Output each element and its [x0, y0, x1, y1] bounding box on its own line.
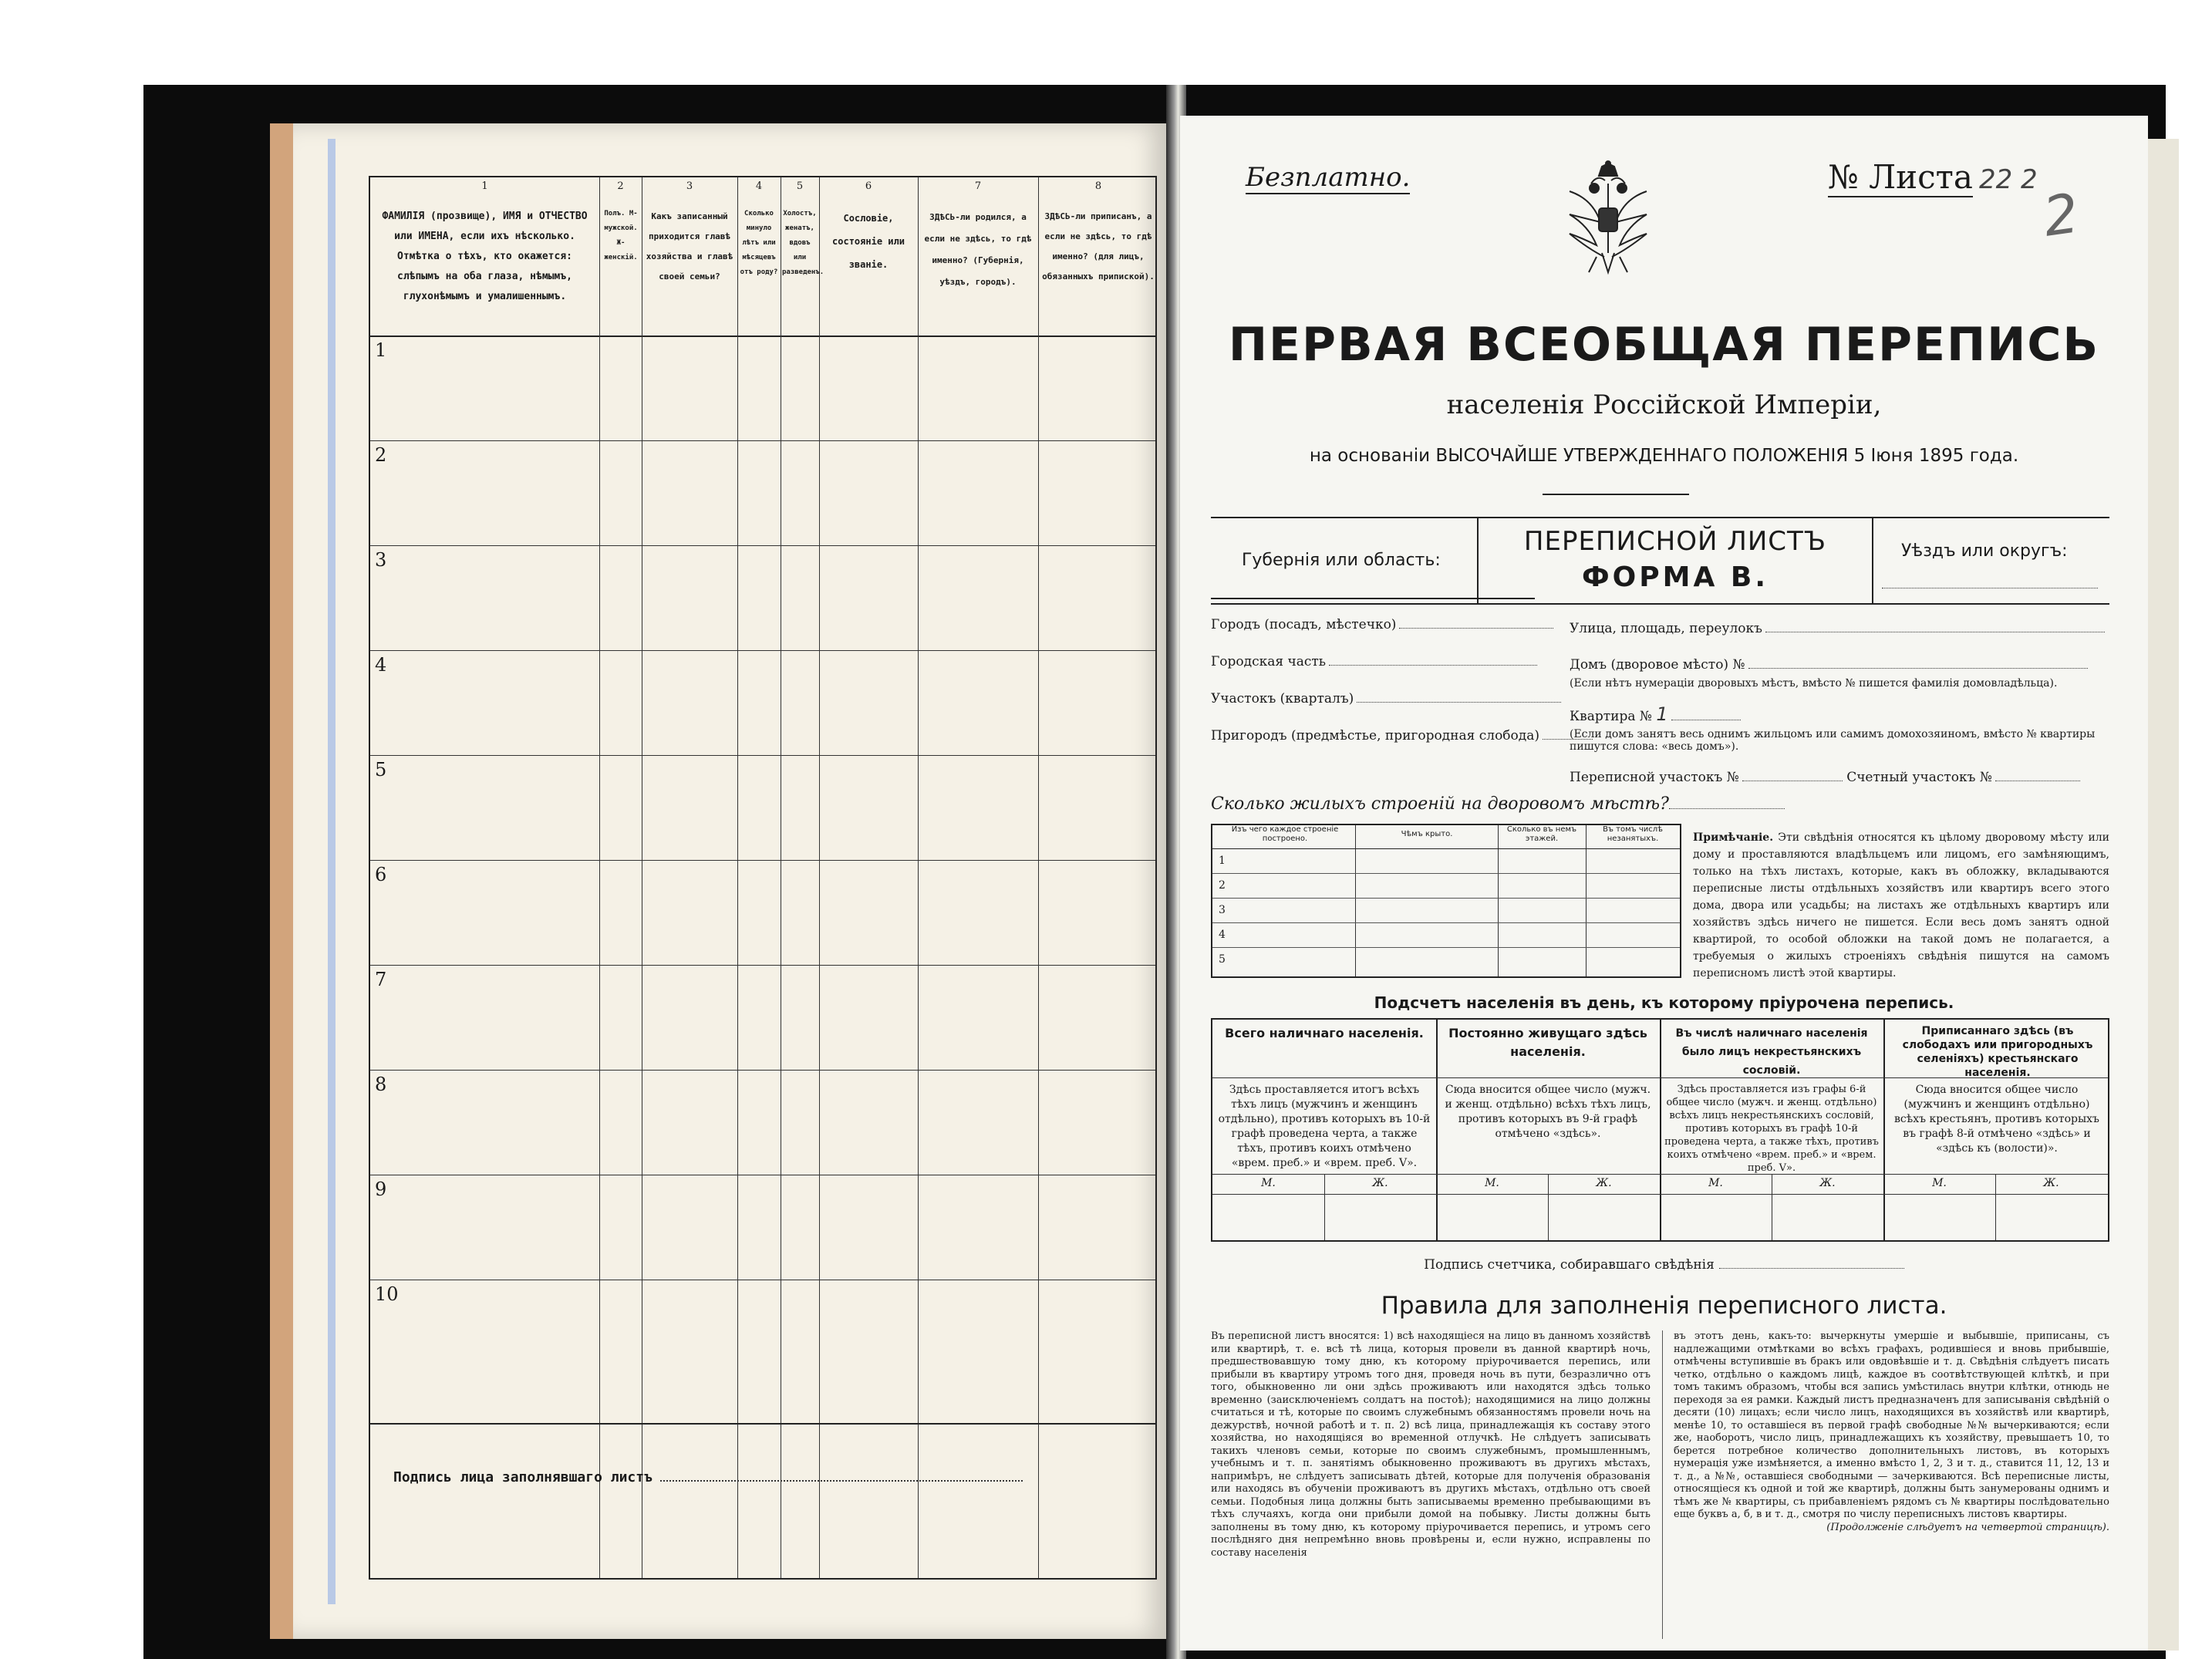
buildings-head-floors: Сколько въ немъ этажей. — [1506, 825, 1577, 843]
col-divider — [599, 177, 600, 1578]
fill-line — [1719, 1268, 1904, 1269]
address-house-label: Домъ (дворовое мѣсто) № — [1570, 657, 1745, 673]
page-stack-edge — [2148, 139, 2179, 1651]
address-city-part — [1211, 654, 1537, 669]
buildings-row-number: 5 — [1219, 953, 1226, 966]
fill-line — [1357, 691, 1561, 703]
row-number: 6 — [375, 864, 387, 885]
address-city — [1211, 617, 1553, 632]
row-line — [370, 545, 1155, 546]
fill-line — [1669, 808, 1785, 809]
rules-right — [1674, 1330, 2109, 1639]
address-census-precinct — [1570, 770, 2080, 785]
buildings-question-text: Сколько жилыхъ строеній на дворовомъ мѣстѣ? — [1211, 794, 1669, 814]
address-precinct — [1211, 691, 1561, 706]
count-head-non-peasant: Въ числѣ наличнаго населенія было лицъ некрестьянскихъ сословій. — [1675, 1027, 1868, 1077]
sheet-title: ПЕРЕПИСНОЙ ЛИСТЪ — [1523, 526, 1827, 557]
row-line — [370, 860, 1155, 861]
pencil-mark: 2 — [2039, 181, 2083, 249]
buildings-note-text: Эти свѣдѣнія относятся къ цѣлому дворовому мѣсту или дому и проставляются владѣльцемъ или лицомъ, его замѣняющимъ, только на тѣхъ листахъ, которые, какъ въ обложку, вкладываются переписные листы отдѣльныхъ хозяйствъ или квартиръ всего этого дома, двора или усадьбы; на листахъ же отдѣльныхъ квартиръ или хозяйствъ здѣсь ничего не пишется. Если весь домъ занятъ одной квартирой, то особой обложки на такой домъ не полагается, а требуемыя о жилыхъ строеніяхъ свѣдѣнія пишутся на самомъ переписномъ листѣ этой квартиры. — [1693, 831, 2109, 980]
right-page — [1180, 116, 2148, 1651]
col-num-5: 5 — [796, 180, 804, 192]
col-divider — [1038, 177, 1039, 1578]
province-label: Губернія или область: — [1242, 551, 1441, 570]
col-divider — [819, 177, 820, 1578]
col-num-3: 3 — [686, 180, 693, 192]
col-head-4: Сколько минуло лѣтъ или мѣсяцевъ отъ роду? — [740, 210, 778, 276]
row-line — [370, 440, 1155, 441]
count-male-label: М. — [1485, 1177, 1499, 1189]
census-precinct-label: Переписной участокъ № — [1570, 770, 1739, 785]
col-head-1: ФАМИЛІЯ (прозвище), ИМЯ и ОТЧЕСТВО или ИМЕНА, если ихъ нѣсколько. Отмѣтка о тѣхъ, кто окажется: слѣпымъ на оба глаза, нѣмымъ, глухонѣмымъ и умалишеннымъ. — [382, 211, 588, 302]
count-female-label: Ж. — [1596, 1177, 1612, 1189]
count-female-label: Ж. — [1819, 1177, 1836, 1189]
fill-line — [1742, 770, 1843, 781]
row-line — [1212, 1174, 2108, 1175]
free-label: Безплатно. — [1246, 162, 1411, 193]
form-letter: ФОРМА В. — [1581, 561, 1769, 593]
col-head-7: ЗДѢСЬ-ли родился, а если не здѣсь, то гдѣ именно? (Губернія, уѣздъ, городъ). — [924, 212, 1032, 287]
address-house — [1570, 657, 2088, 673]
col-num-7: 7 — [974, 180, 982, 192]
row-line — [1212, 947, 1680, 948]
buildings-note — [1693, 829, 2109, 982]
buildings-head-vacant: Въ томъ числѣ незанятыхъ. — [1603, 825, 1663, 843]
count-head-permanent: Постоянно живущаго здѣсь населенія. — [1448, 1026, 1647, 1059]
address-precinct-label: Участокъ (кварталъ) — [1211, 691, 1354, 706]
buildings-head-material: Изъ чего каждое строеніе построено. — [1231, 825, 1339, 843]
row-line — [370, 1070, 1155, 1071]
left-page — [293, 123, 1168, 1639]
address-street — [1570, 621, 2105, 636]
count-body-non-peasant: Здѣсь проставляется изъ графы 6-й общее число (мужч. и женщ. отдѣльно) всѣхъ лицъ некрестьянскихъ сословій, противъ которыхъ въ графѣ 10-й проведена черта, а также тѣхъ, противъ коихъ отмѣчено «врем. преб.» и «врем. преб. V». — [1664, 1084, 1879, 1174]
fill-line — [1765, 621, 2105, 632]
col-num-6: 6 — [865, 180, 872, 192]
buildings-head-roof: Чѣмъ крыто. — [1401, 830, 1453, 838]
signer-label: Подпись лица заполнявшаго листъ — [393, 1469, 652, 1485]
row-line — [370, 965, 1155, 966]
col-num-2: 2 — [617, 180, 624, 192]
row-number: 2 — [375, 444, 387, 466]
address-apartment — [1570, 703, 1741, 725]
signer-fill — [660, 1480, 1023, 1482]
count-body-total: Здѣсь проставляется итогъ всѣхъ тѣхъ лицъ (мужчинъ и женщинъ отдѣльно), противъ которыхъ въ 10-й графѣ проведена черта, а также тѣхъ, противъ коихъ отмѣчено «врем. преб.» и «врем. преб. V». — [1218, 1084, 1431, 1169]
col-num-4: 4 — [755, 180, 763, 192]
row-number: 4 — [375, 654, 387, 676]
form-header-box — [1211, 517, 2109, 605]
rules-title: Правила для заполненія переписного листа. — [1381, 1292, 1947, 1320]
row-line — [370, 650, 1155, 651]
count-male-label: М. — [1708, 1177, 1723, 1189]
col-num-1: 1 — [481, 180, 488, 192]
left-page-blue-edge — [328, 139, 336, 1604]
address-city-label: Городъ (посадъ, мѣстечко) — [1211, 617, 1397, 632]
col-head-2: Полъ. М-мужской. Ж-женскій. — [604, 210, 638, 261]
population-count-title: Подсчетъ населенія въ день, къ которому пріурочена перепись. — [1374, 993, 1954, 1012]
rules-text-left: Въ переписной листъ вносятся: 1) всѣ находящіеся на лицо въ данномъ хозяйствѣ или квартирѣ, т. е. всѣ тѣ лица, которыя провели въ данной квартирѣ ночь, предшествовавшую тому дню, къ которому пріурочивается перепись, или прибыли въ квартиру утромъ того дня, проведя ночь въ пути, безразлично отъ того, обыкновенно ли они здѣсь проживаютъ или находятся здѣсь только временно (заисключеніемъ солдатъ на постоѣ); находящимися на лицо должны считаться и тѣ, которые по своимъ служебнымъ обязанностямъ провели ночь на дежурствѣ, ночной работѣ и т. п. 2) всѣ лица, принадлежащія къ составу этого хозяйства, но находящіяся во временной отлучкѣ. Не слѣдуетъ записывать такихъ членовъ семьи, которые по своимъ служебнымъ, промышленнымъ, учебнымъ и т. п. занятіямъ обыкновенно проживаютъ въ другихъ мѣстахъ, напримѣръ, не слѣдуетъ записывать дѣтей, которые для полученія образованія или находясь въ обученіи проживаютъ въ другихъ мѣстахъ, отдѣльно отъ своей семьи. Подобныя лица должны быть записываемы временно пребывающими въ тѣхъ случаяхъ, когда они прибыли домой на побывку. Листы должны быть заполнены въ тому дню, къ которому пріурочивается перепись, и утромъ сего послѣдняго дня непремѣнно вновь провѣрены и, если нужно, исправлены по составу населенія — [1211, 1330, 1651, 1559]
buildings-row-number: 1 — [1219, 855, 1226, 867]
buildings-question — [1211, 794, 1785, 814]
rules-continued: (Продолженіе слѣдуетъ на четвертой страницѣ). — [1826, 1521, 2109, 1533]
rules-divider — [1662, 1330, 1663, 1639]
address-house-note: (Если нѣтъ нумераціи дворовыхъ мѣстъ, вмѣсто № пишется фамилія домовладѣльца). — [1570, 677, 2058, 690]
row-line — [370, 755, 1155, 756]
sheet-number — [1828, 158, 2038, 196]
address-suburb-label: Пригородъ (предмѣстье, пригородная слобода) — [1211, 728, 1540, 744]
count-precinct-label: Счетный участокъ № — [1846, 770, 1992, 785]
row-number: 10 — [375, 1283, 399, 1305]
col-divider — [1883, 1020, 1885, 1240]
row-number: 5 — [375, 759, 387, 781]
col-head-8: ЗДѢСЬ-ли приписанъ, а если не здѣсь, то гдѣ именно? (для лицъ, обязанныхъ припиской). — [1042, 211, 1155, 282]
divider — [1543, 494, 1689, 495]
row-line — [1212, 922, 1680, 923]
row-number: 7 — [375, 969, 387, 990]
count-female-label: Ж. — [1372, 1177, 1388, 1189]
row-number: 3 — [375, 549, 387, 571]
col-head-5: Холостъ, женатъ, вдовъ или разведенъ. — [782, 210, 824, 276]
divider — [1211, 598, 1535, 599]
fill-line — [1329, 654, 1537, 666]
count-head-total: Всего наличнаго населенія. — [1225, 1026, 1424, 1040]
district-label: Уѣздъ или округъ: — [1901, 541, 2068, 561]
row-number: 1 — [375, 339, 387, 361]
fill-line — [1748, 657, 2088, 669]
buildings-row-number: 2 — [1219, 879, 1226, 892]
sheet-number-value: 22 2 — [1978, 164, 2038, 195]
double-eagle-emblem-icon — [1562, 160, 1654, 280]
row-line — [1212, 898, 1680, 899]
register-bottom-line — [370, 1423, 1155, 1425]
col-divider — [918, 177, 919, 1578]
counter-signature-label: Подпись счетчика, собиравшаго свѣдѣнія — [1424, 1257, 1715, 1273]
census-title: ПЕРВАЯ ВСЕОБЩАЯ ПЕРЕПИСЬ — [1228, 318, 2100, 372]
sheet-number-label: № Листа — [1828, 158, 1973, 196]
address-apartment-note: (Если домъ занятъ весь однимъ жильцомъ или самимъ домохозяиномъ, вмѣсто № квартиры пишутся слова: «весь домъ»). — [1570, 728, 2096, 753]
buildings-row-number: 3 — [1219, 904, 1226, 916]
col-divider — [1436, 1020, 1438, 1240]
apartment-value: 1 — [1656, 703, 1668, 725]
census-subtitle: населенія Россійской Имперіи, — [1446, 389, 1882, 420]
buildings-note-head: Примѣчаніе. — [1693, 831, 1774, 844]
address-street-label: Улица, площадь, переулокъ — [1570, 621, 1762, 636]
signer-line — [393, 1469, 1023, 1485]
col-divider — [1660, 1020, 1661, 1240]
fill-line — [1671, 709, 1741, 720]
rules-text-right: въ этотъ день, какъ-то: вычеркнуты умершіе и выбывшіе, приписаны, съ надлежащими отмѣтками во всѣхъ графахъ, родившіеся и вновь прибывшіе, отмѣчены вступившіе въ бракъ или овдовѣвшіе и т. д. Свѣдѣнія слѣдуетъ писать четко, отдѣльно о каждомъ лицѣ, каждое въ соотвѣтствующей клѣткѣ, и при томъ такимъ образомъ, чтобы вся запись умѣстилась внутри клѣтки, отнюдь не переходя за ея рамки. Каждый листъ предназначенъ для записыванія свѣдѣній о десяти (10) лицахъ; если число лицъ, находящихся въ хозяйствѣ или квартирѣ, менѣе 10, то оставшіеся въ первой графѣ свободные №№ вычеркиваются; если же, наоборотъ, число лицъ, принадлежащихъ къ хозяйству, превышаетъ 10, то берется потребное количество дополнительныхъ листовъ, въ которыхъ нумерація уже измѣняется, а именно вмѣсто 1, 2, 3 и т. д., ставится 11, 12, 13 и т. д., а №№, оставшіеся свободными — зачеркиваются. Всѣ переписные листы, относящіеся къ одной и той же квартирѣ, должны быть занумерованы однимъ и тѣмъ же № квартиры, съ прибавленіемъ рядомъ съ № квартиры послѣдовательно еще буквъ а, б, в и т. д., смотря по числу переписныхъ листовъ квартиры. — [1674, 1330, 2109, 1520]
col-divider — [737, 177, 738, 1578]
row-number: 9 — [375, 1178, 387, 1200]
address-city-part-label: Городская часть — [1211, 654, 1327, 669]
count-head-peasant: Приписаннаго здѣсь (въ слободахъ или пригородныхъ селеніяхъ) крестьянскаго населенія. — [1902, 1025, 2093, 1079]
count-female-label: Ж. — [2043, 1177, 2059, 1189]
col-num-8: 8 — [1094, 180, 1102, 192]
form-title-block — [1477, 518, 1873, 603]
count-body-peasant: Сюда вносится общее число (мужчинъ и женщинъ отдѣльно) всѣхъ крестьянъ, противъ которыхъ въ графѣ 8-й отмѣчено «здѣсь» и «здѣсь къ (волости)». — [1894, 1084, 2099, 1155]
col-head-3: Какъ записанный приходится главѣ хозяйства и главѣ своей семьи? — [646, 211, 733, 282]
col-head-6: Сословіе, состояніе или званіе. — [832, 213, 905, 270]
address-suburb — [1211, 728, 1593, 744]
row-line — [1212, 848, 1680, 849]
count-body-permanent: Сюда вносится общее число (мужч. и женщ. отдѣльно) всѣхъ тѣхъ лицъ, противъ которыхъ въ 9-й графѣ отмѣчено «здѣсь». — [1445, 1084, 1651, 1140]
row-number: 8 — [375, 1074, 387, 1095]
row-line — [1212, 873, 1680, 874]
buildings-table — [1211, 824, 1681, 978]
row-line — [1212, 1194, 2108, 1195]
buildings-row-number: 4 — [1219, 929, 1226, 941]
counter-signature — [1180, 1257, 2148, 1273]
fill-line — [1399, 617, 1553, 629]
census-basis: на основаніи ВЫСОЧАЙШЕ УТВЕРЖДЕННАГО ПОЛОЖЕНІЯ 5 Іюня 1895 года. — [1309, 446, 2019, 466]
address-apartment-label: Квартира № — [1570, 709, 1652, 724]
fill-line — [1995, 770, 2080, 781]
count-male-label: М. — [1932, 1177, 1947, 1189]
count-male-label: М. — [1261, 1177, 1276, 1189]
register-table — [369, 176, 1157, 1580]
population-count-table — [1211, 1018, 2109, 1242]
